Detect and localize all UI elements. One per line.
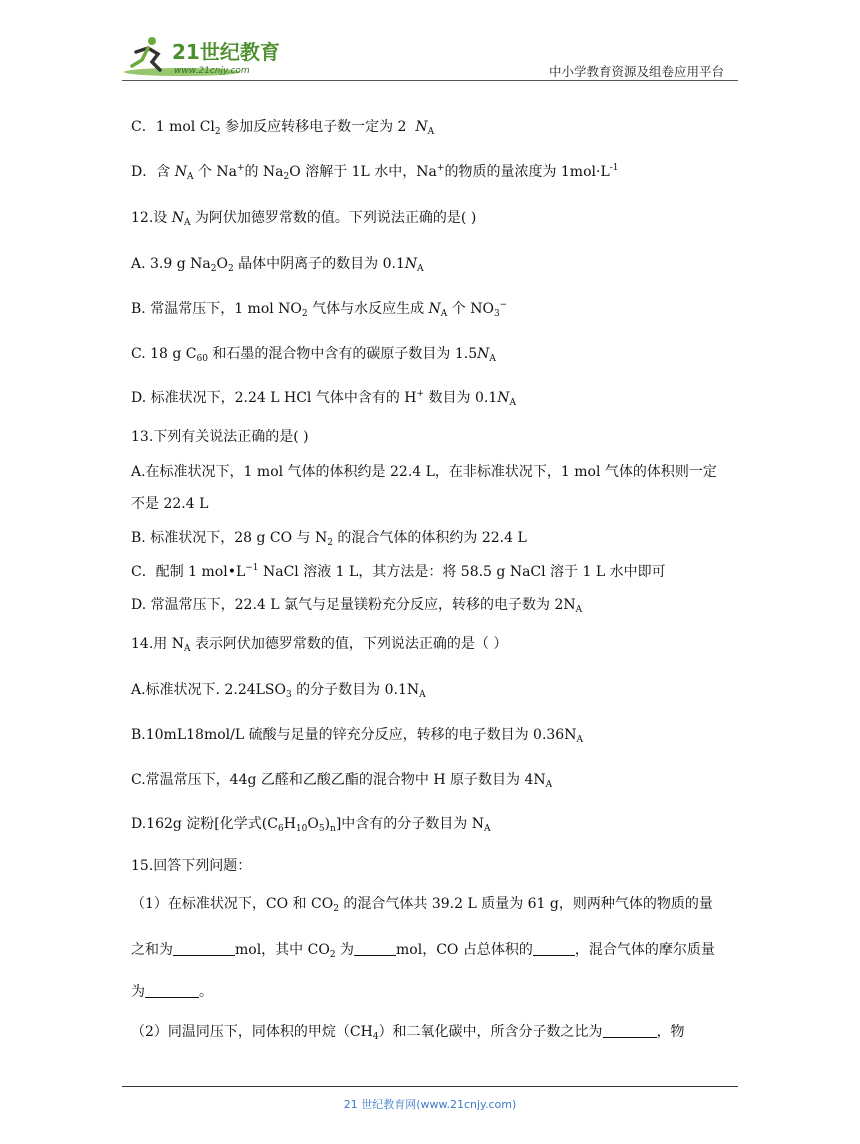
logo-main: 21世纪教育 [172,40,280,64]
header-divider [122,80,738,81]
header-slogan: 中小学教育资源及组卷应用平台 [548,64,724,79]
q12-option-b: B. 常温常压下，1 mol $NO_2$ 气体与水反应生成 $N_A$ 个 $NO_3^-$ [131,300,508,319]
q13-option-c: C．配制 1 $mol•L^{-1}$ NaCl 溶液 1 L，其方法是：将 58.5 g NaCl 溶于 1 L 水中即可 [131,563,666,580]
q13-option-a-line2: 不是 22.4 L [131,496,209,512]
answer-blank-co-volume[interactable] [533,941,575,956]
q12-option-c: C. 18 g $C_{60}$ 和石墨的混合物中含有的碳原子数目为 $1.5N_A$ [131,346,496,364]
logo-sub: www.21cnjy.com [174,66,250,76]
q12-stem: 12.设 $N_A$ 为阿伏加德罗常数的值。下列说法正确的是( ) [131,210,477,228]
q15-part2-line1: （2）同温同压下，同体积的甲烷$(CH_4)$和二氧化碳中，所含分子数之比为 ，物 [131,1024,685,1042]
q12-option-d: D. 标准状况下，2.24 L HCl 气体中含有的 H+ 数目为 $0.1N_A$ [131,389,516,408]
q14-option-d: D.162g 淀粉[化学式$(C_6H_{10}O_5)_n$]中含有的分子数目为 $N_A$ [131,816,491,834]
q13-stem: 13.下列有关说法正确的是( ) [131,429,309,445]
q13-option-b: B. 标准状况下，28 g CO 与 $N_2$ 的混合气体的体积约为 22.4 L [131,530,527,548]
q15-part1-line2: 之和为 mol，其中 $CO_2$ 为 mol，CO 占总体积的 ，混合气体的摩尔质量 [131,942,715,960]
footer-link[interactable]: 21 世纪教育网(www.21cnjy.com) [343,1098,517,1111]
q15-part1-line1: （1）在标准状况下，CO 和 $CO_2$ 的混合气体共 39.2 L 质量为 61 g，则两种气体的物质的量 [131,896,713,914]
answer-blank-molecule-ratio[interactable] [603,1023,657,1038]
q14-stem: 14.用 $N_A$ 表示阿伏加德罗常数的值，下列说法正确的是（ ） [131,636,508,654]
q15-stem: 15.回答下列问题： [131,858,252,874]
answer-blank-molar-mass[interactable] [145,983,199,998]
q11-option-d: D．含 $N_A$ 个 Na+的 $Na_2O$ 溶解于 1L 水中，Na+的物质的量浓度为 $1mol\cdot L^{-1}$ [131,163,619,182]
footer-divider [122,1086,738,1087]
q15-part1-line3: 为 。 [131,984,213,1000]
q13-option-a-line1: A.在标准状况下，1 mol 气体的体积约是 22.4 L，在非标准状况下，1 mol 气体的体积则一定 [131,464,717,480]
q14-option-c: C.常温常压下，44g 乙醛和乙酸乙酯的混合物中 H 原子数目为 $4N_A$ [131,772,553,790]
q14-option-b: B.10mL18mol/L 硫酸与足量的锌充分反应，转移的电子数目为 $0.36N_A$ [131,727,583,745]
q14-option-a: A.标准状况下. $2.24LSO_3$ 的分子数目为 $0.1N_A$ [131,682,426,700]
answer-blank-total-mol[interactable] [173,941,235,956]
logo-icon [122,32,292,80]
answer-blank-co2-mol[interactable] [354,941,396,956]
q13-option-d: D. 常温常压下，22.4 L 氯气与足量镁粉充分反应，转移的电子数为 $2N_A$ [131,597,583,615]
q11-option-c: C．1 mol $Cl_2$ 参加反应转移电子数一定为 2 $N_A$ [131,119,435,137]
q12-option-a: A. 3.9 g $Na_2O_2$ 晶体中阴离子的数目为 $0.1N_A$ [131,256,424,274]
